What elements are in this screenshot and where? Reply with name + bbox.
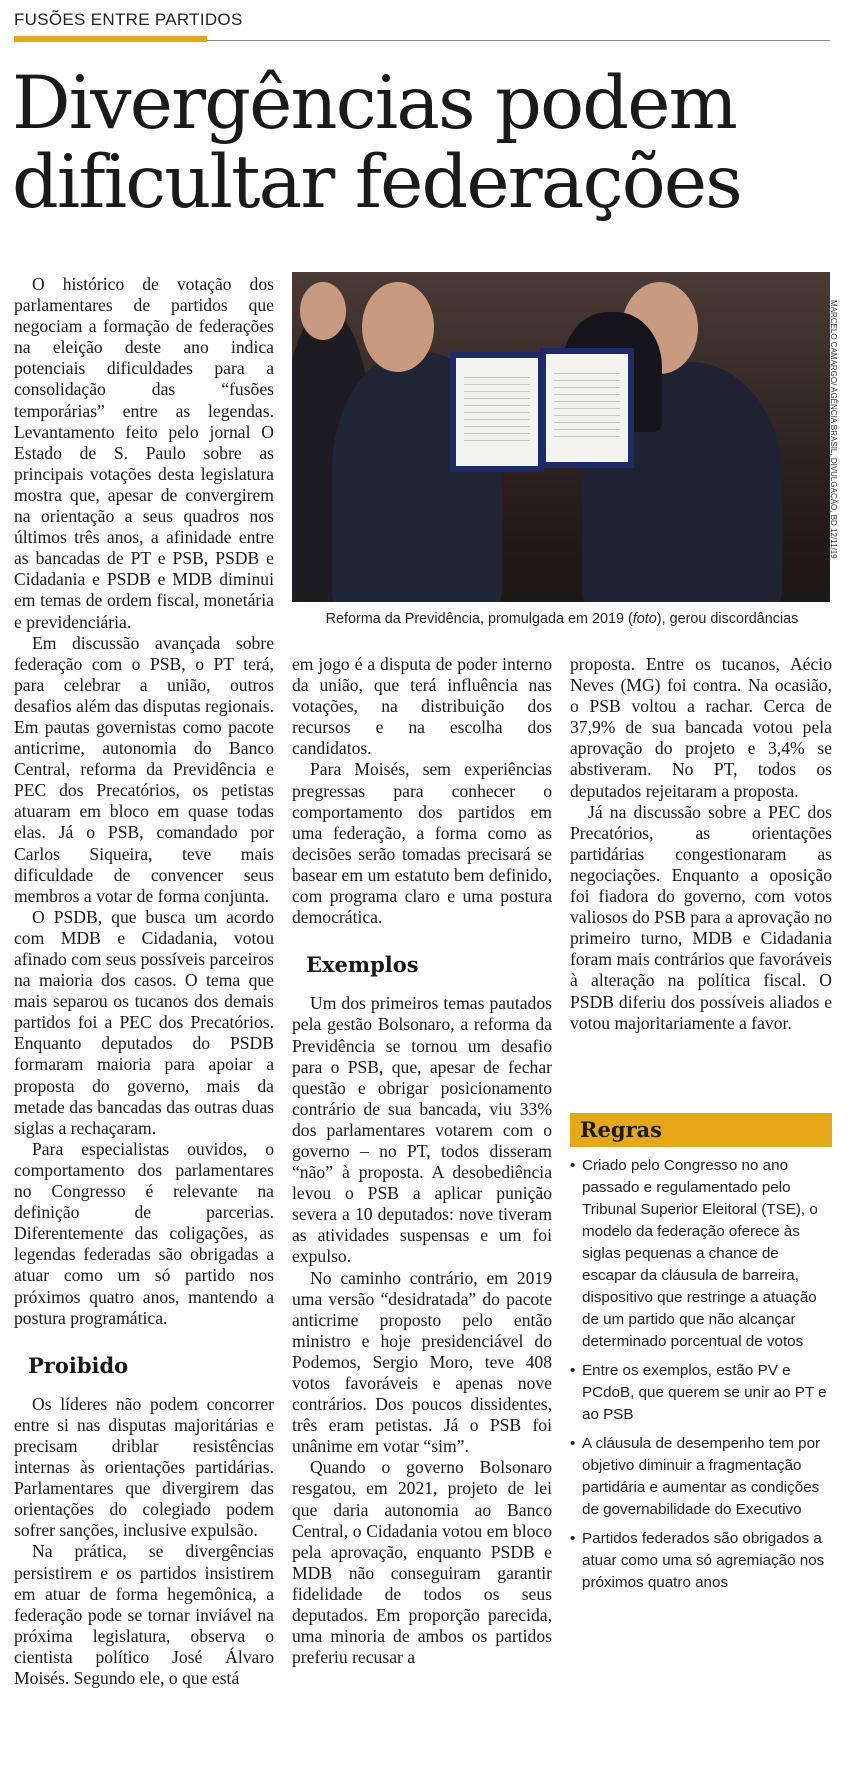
rules-item: • Partidos federados são obrigados a atuar como uma só agremiação nos próximos quatro anos: [570, 1528, 832, 1594]
news-photo: [292, 272, 830, 602]
headline: Divergências podem dificultar federações: [12, 61, 741, 225]
paragraph: em jogo é a disputa de poder interno da união, que terá influência nas votações, na distribuição dos recursos e na escolha dos candidatos.: [292, 654, 552, 759]
section-accent-bar: [14, 36, 207, 42]
rules-item: • Entre os exemplos, estão PV e PCdoB, que querem se unir ao PT e ao PSB: [570, 1360, 832, 1426]
paragraph: O histórico de votação dos parlamentares de partidos que negociam a formação de federações na eleição deste ano indica potenciais dificuldades para a consolidação das “fusões temporárias” entre as legendas. Levantamento feito pelo jornal O Estado de S. Paulo sobre as principais votações desta legislatura mostra que, apesar de convergirem na orientação a seus quadros nos últimos três anos, a afinidade entre as bancadas de PT e PSB, PSDB e Cidadania e PSDB e MDB diminui em temas de ordem fiscal, monetária e previdenciária.: [14, 274, 274, 632]
rules-item: • Criado pelo Congresso no ano passado e regulamentado pelo Tribunal Superior Eleitoral (TSE), o modelo da federação oferece às siglas pequenas a chance de escapar da cláusula de barreira, dispositivo que restringe a atuação de um partido que não alcançar determinado porcentual de votos: [570, 1155, 832, 1353]
paragraph: Para Moisés, sem experiências pregressas para conhecer o comportamento dos partidos em uma federação, a forma como as decisões serão tomadas precisará se basear em um estatuto bem definido, com programa claro e uma postura democrática.: [292, 759, 552, 928]
paragraph: Um dos primeiros temas pautados pela gestão Bolsonaro, a reforma da Previdência se tornou um desafio para o PSB, que, apesar de fechar questão e obrigar posicionamento contrário de sua bancada, viu 33% dos parlamentares votarem com o governo – no PT, todos disseram “não” à proposta. A desobediência levou o PSB a aplicar punição severa a 10 deputados: nove tiveram as atividades suspensas e um foi expulso.: [292, 993, 552, 1267]
paragraph: Já na discussão sobre a PEC dos Precatórios, as orientações partidárias congestionaram as negociações. Enquanto a oposição foi fiadora do governo, com votos valiosos do PSB para a aprovação no primeiro turno, MDB e Cidadania foram mais contrários que favoráveis à alteração na política fiscal. O PSDB diferiu dos possíveis aliados e votou majoritariamente a favor.: [570, 801, 832, 1033]
subhead-exemplos: Exemplos: [306, 952, 419, 978]
document-left: [450, 352, 544, 472]
article-column-1: [14, 274, 274, 1689]
paragraph: Os líderes não podem concorrer entre si nas disputas majoritárias e precisam driblar resistências internas às orientações partidárias. Parlamentares que divergirem das orientações do colegiado podem sofrer sanções, inclusive expulsão.: [14, 1393, 274, 1541]
article-column-3: [570, 654, 832, 1034]
paragraph: Na prática, se divergências persistirem e os partidos insistirem em atuar de forma hegemônica, a federação pode se tornar inviável na próxima legislatura, observa o cientista político José Álvaro Moisés. Segundo ele, o que está: [14, 1541, 274, 1688]
paragraph: proposta. Entre os tucanos, Aécio Neves (MG) foi contra. Na ocasião, o PSB voltou a rachar. Cerca de 37,9% de sua bancada votou pela aprovação do projeto e 3,4% se abstiveram. No PT, todos os deputados rejeitaram a proposta.: [570, 654, 832, 801]
rules-item: • A cláusula de desempenho tem por objetivo diminuir a fragmentação partidária e aumentar as condições de governabilidade do Executivo: [570, 1433, 832, 1521]
article-column-2: [292, 654, 552, 1668]
subhead-proibido: Proibido: [28, 1352, 129, 1378]
rules-box-list: [570, 1155, 832, 1601]
section-rule: [207, 40, 830, 41]
paragraph: O PSDB, que busca um acordo com MDB e Cidadania, votou afinado com seus possíveis parceiros na maioria dos casos. O tema que mais separou os tucanos dos demais partidos foi a PEC dos Precatórios. Enquanto deputados do PSDB formaram maioria para apoiar a proposta do governo, mais da metade das bancadas das outras duas siglas a rechaçaram.: [14, 906, 274, 1138]
paragraph: No caminho contrário, em 2019 uma versão “desidratada” do pacote anticrime proposto pelo então ministro e hoje presidenciável do Podemos, Sergio Moro, teve 408 votos favoráveis e apenas nove contrários. Dos poucos dissidentes, três eram petistas. Já o PSB foi unânime em votar “sim”.: [292, 1267, 552, 1457]
paragraph: Em discussão avançada sobre federação com o PSB, o PT terá, para celebrar a união, outros desafios além das disputas regionais. Em pautas governistas como pacote anticrime, autonomia do Banco Central, reforma da Previdência e PEC dos Precatórios, os petistas atuaram em bloco em quase todas elas. Já o PSB, comandado por Carlos Siqueira, teve mais dificuldade de convencer seus membros a votar de forma conjunta.: [14, 632, 274, 906]
person-center-left-head: [362, 282, 434, 372]
paragraph: Para especialistas ouvidos, o comportamento dos parlamentares no Congresso é relevante na definição de parcerias. Diferentemente das coligações, as legendas federadas são obrigadas a atuar como um só partido nos próximos quatro anos, mantendo a postura programática.: [14, 1138, 274, 1328]
rules-box-title: Regras: [570, 1113, 832, 1147]
photo-caption: Reforma da Previdência, promulgada em 2019 (foto), gerou discordâncias: [325, 611, 799, 627]
photo-credit: MARCELO CAMARGO/ AGÊNCIA BRASIL, DIVULGAÇÃO, BD 12/11/19: [829, 300, 838, 559]
section-label: FUSÕES ENTRE PARTIDOS: [14, 10, 243, 29]
document-right: [540, 348, 634, 468]
paragraph: Quando o governo Bolsonaro resgatou, em 2021, projeto de lei que daria autonomia ao Banco Central, o Cidadania votou em bloco pela aprovação, enquanto PSDB e MDB não conseguiram garantir fidelidade de todos os seus deputados. Em proporção parecida, uma minoria de ambos os partidos preferiu recusar a: [292, 1457, 552, 1668]
person-left-head: [300, 282, 346, 340]
